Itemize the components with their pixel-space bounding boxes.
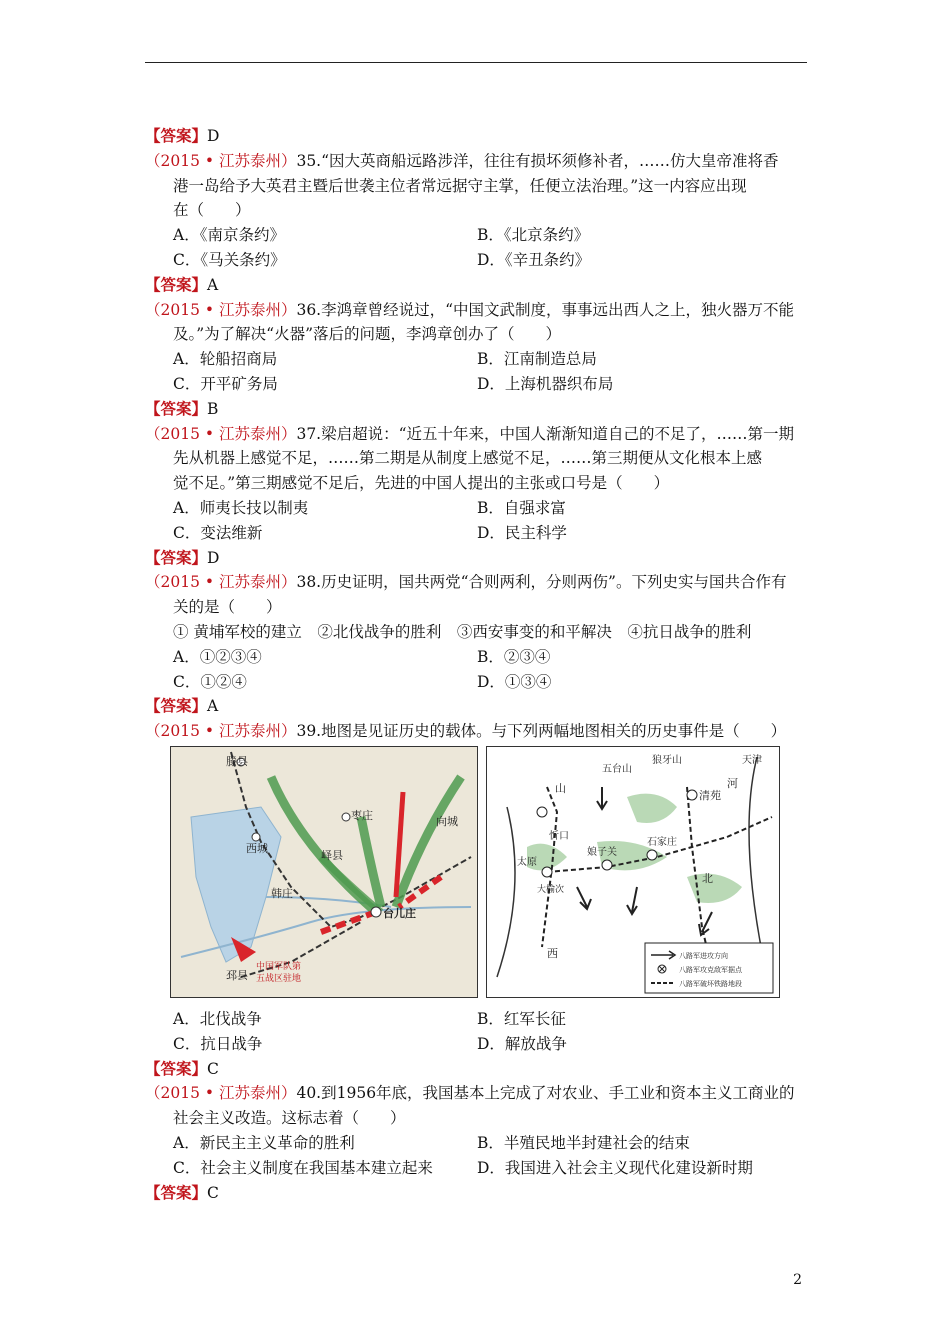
question-line xyxy=(145,422,807,447)
option-d: D．我国进入社会主义现代化建设新时期 xyxy=(477,1158,753,1177)
map-label: 北 xyxy=(702,871,713,885)
map-label: 石家庄 xyxy=(647,836,677,848)
question-text: 觉不足。”第三期感觉不足后，先进的中国人提出的主张或口号是（ ） xyxy=(173,474,670,493)
map-label: 滕县 xyxy=(226,754,248,768)
question-line xyxy=(145,149,807,174)
option-b: B．江南制造总局 xyxy=(477,350,597,369)
option-d: D．上海机器织布局 xyxy=(477,374,614,393)
options-row xyxy=(145,347,807,372)
map-taierzhuang xyxy=(170,746,478,998)
options-row xyxy=(145,670,807,695)
question-number: 38. xyxy=(296,573,322,592)
option-a: A．新民主主义革命的胜利 xyxy=(173,1133,355,1152)
legend-item: 八路军进攻方向 xyxy=(679,951,728,960)
option-c: C．抗日战争 xyxy=(173,1034,263,1053)
map-label: 枣庄 xyxy=(351,808,373,822)
map-label: 大榆次 xyxy=(537,884,565,895)
answer-value: D xyxy=(207,548,220,567)
option-c: C．《马关条约》 xyxy=(173,250,286,269)
map-label: 中国军队第 xyxy=(256,961,302,972)
question-number: 40. xyxy=(296,1084,322,1103)
option-d: D．《辛丑条约》 xyxy=(477,250,591,269)
question-source: （2015 • 江苏泰州） xyxy=(145,424,297,443)
question-source: （2015 • 江苏泰州） xyxy=(145,151,297,170)
answer-label: 【答案】 xyxy=(145,696,208,716)
map-label: 太原 xyxy=(517,856,537,868)
map-label: 向城 xyxy=(436,814,458,828)
answer-label: 【答案】 xyxy=(145,398,208,418)
question-number: 35. xyxy=(296,151,322,170)
option-b: B．《北京条约》 xyxy=(477,226,590,245)
answer-label: 【答案】 xyxy=(145,126,208,145)
question-text: 港一岛给予大英君主暨后世袭主位者常远据守主掌，任便立法治理。”这一内容应出现 xyxy=(173,176,747,195)
question-text: 历史证明，国共两党“合则两利，分则两伤”。下列史实与国共合作有 xyxy=(321,573,787,592)
options-row xyxy=(145,496,807,521)
map-label: 峄县 xyxy=(321,848,343,862)
question-source: （2015 • 江苏泰州） xyxy=(145,300,297,319)
question-text: “因大英商船远路涉洋，往往有损坏须修补者，……仿大皇帝准将香 xyxy=(321,151,779,170)
question-text: 社会主义改造。这标志着（ ） xyxy=(173,1109,406,1128)
answer-line xyxy=(145,1181,807,1206)
map-label: 清苑 xyxy=(699,788,721,802)
answer-label: 【答案】 xyxy=(145,547,208,567)
option-b: B．自强求富 xyxy=(477,498,566,517)
question-line xyxy=(145,298,807,323)
map-label: 天津 xyxy=(742,754,762,766)
map-hundred-regiments-figure xyxy=(487,747,779,997)
map-label: 邳县 xyxy=(226,968,248,982)
question-source: （2015 • 江苏泰州） xyxy=(145,573,297,592)
legend-item: 八路军攻克敌军据点 xyxy=(679,965,742,974)
question-line xyxy=(145,1081,807,1106)
question-text: 先从机器上感觉不足，……第二期是从制度上感觉不足，……第三期便从文化根本上感 xyxy=(173,449,763,468)
option-d: D．①③④ xyxy=(477,672,552,691)
map-label: 山 xyxy=(555,781,566,795)
question-line xyxy=(145,719,807,744)
map-label: 西 xyxy=(547,946,558,960)
answer-value: D xyxy=(207,127,220,145)
question-text: 及。”为了解决“火器”落后的问题，李鸿章创办了（ ） xyxy=(173,325,562,344)
map-hundred-regiments xyxy=(486,746,780,998)
map-label: 五台山 xyxy=(602,763,632,775)
answer-label: 【答案】 xyxy=(145,1182,208,1202)
answer-label: 【答案】 xyxy=(145,274,208,294)
option-a: A．轮船招商局 xyxy=(173,350,278,369)
map-label: 河 xyxy=(727,776,738,790)
question-source: （2015 • 江苏泰州） xyxy=(145,722,297,741)
options-row xyxy=(145,1032,807,1057)
answer-line xyxy=(145,124,807,149)
option-d: D．民主科学 xyxy=(477,523,567,542)
question-text: 地图是见证历史的载体。与下列两幅地图相关的历史事件是（ ） xyxy=(321,722,787,741)
question-text: 关的是（ ） xyxy=(173,598,282,617)
header-rule xyxy=(145,62,807,63)
answer-line xyxy=(145,1057,807,1082)
option-d: D．解放战争 xyxy=(477,1034,567,1053)
page-content xyxy=(145,124,807,1205)
legend-item: 八路军破坏铁路地段 xyxy=(679,979,742,988)
answer-line xyxy=(145,397,807,422)
options-row xyxy=(145,645,807,670)
question-line xyxy=(145,570,807,595)
options-row xyxy=(145,372,807,397)
option-c: C．社会主义制度在我国基本建立起来 xyxy=(173,1158,433,1177)
question-text: 李鸿章曾经说过，“中国文武制度，事事远出西人之上，独火器万不能 xyxy=(321,300,795,319)
question-text: 梁启超说：“近五十年来，中国人渐渐知道自己的不足了，……第一期 xyxy=(321,424,795,443)
map-label: 韩庄 xyxy=(271,886,293,900)
options-row xyxy=(145,521,807,546)
answer-value: C xyxy=(207,1183,219,1202)
question-text: 到1956年底，我国基本上完成了对农业、手工业和资本主义工商业的 xyxy=(321,1084,795,1103)
option-a: A．①②③④ xyxy=(173,647,262,666)
question-text: 在（ ） xyxy=(173,201,251,220)
answer-label: 【答案】 xyxy=(145,1058,208,1078)
option-c: C．开平矿务局 xyxy=(173,374,278,393)
answer-value: B xyxy=(207,399,219,418)
answer-value: A xyxy=(207,697,219,716)
option-a: A．《南京条约》 xyxy=(173,226,285,245)
option-a: A．北伐战争 xyxy=(173,1009,262,1028)
option-a: A．师夷长技以制夷 xyxy=(173,498,309,517)
question-number: 36. xyxy=(296,300,322,319)
options-row xyxy=(145,248,807,273)
map-label: 五战区驻地 xyxy=(256,973,302,984)
page-number: 2 xyxy=(793,1272,802,1288)
answer-line xyxy=(145,546,807,571)
answer-line xyxy=(145,273,807,298)
option-c: C．变法维新 xyxy=(173,523,263,542)
map-label: 西城 xyxy=(246,841,268,855)
map-label: 狼牙山 xyxy=(652,754,682,766)
map-label: 娘子关 xyxy=(587,846,617,858)
answer-value: A xyxy=(207,275,219,294)
question-number: 39. xyxy=(296,722,322,741)
answer-value: C xyxy=(207,1059,219,1078)
option-c: C．①②④ xyxy=(173,672,247,691)
option-b: B．半殖民地半封建社会的结束 xyxy=(477,1133,690,1152)
options-row xyxy=(145,1007,807,1032)
option-b: B．红军长征 xyxy=(477,1009,566,1028)
question-items: ① 黄埔军校的建立 ②北伐战争的胜利 ③西安事变的和平解决 ④抗日战争的胜利 xyxy=(173,622,752,641)
question-number: 37. xyxy=(296,424,322,443)
map-label: 忻口 xyxy=(549,830,569,842)
options-row xyxy=(145,223,807,248)
maps-row xyxy=(145,746,807,1001)
options-row xyxy=(145,1131,807,1156)
option-b: B．②③④ xyxy=(477,647,551,666)
options-row xyxy=(145,1156,807,1181)
answer-line xyxy=(145,694,807,719)
question-source: （2015 • 江苏泰州） xyxy=(145,1084,297,1103)
map-taierzhuang-figure xyxy=(171,747,477,997)
map-label: 台儿庄 xyxy=(383,906,416,920)
